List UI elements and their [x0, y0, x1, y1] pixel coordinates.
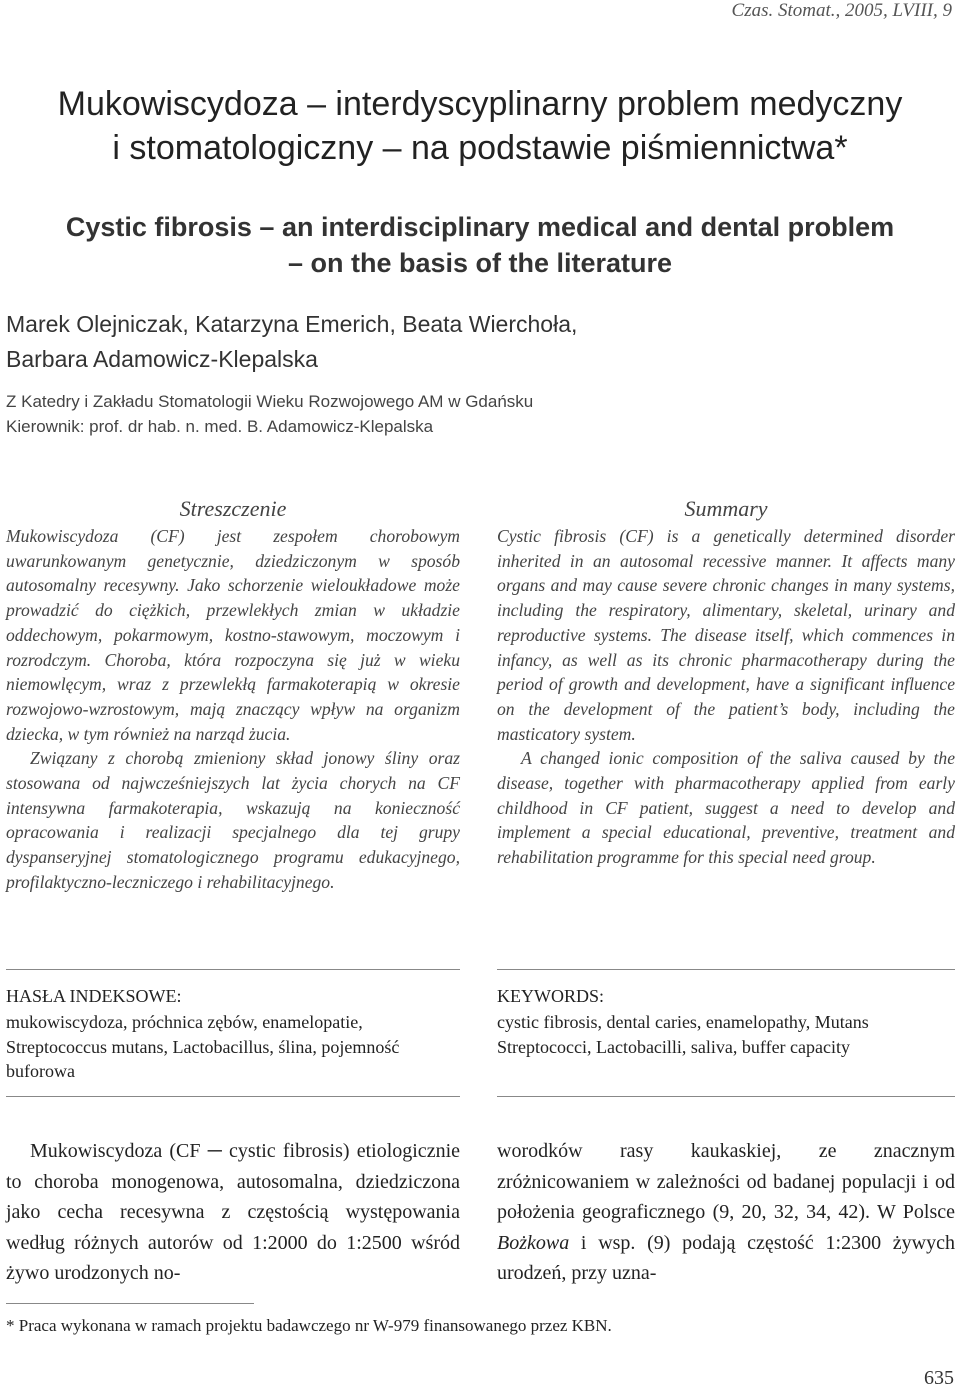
keywords-en-text: cystic fibrosis, dental caries, enamelopathy, Mutans Streptococci, Lactobacilli, saliva, buffer capacity — [497, 1012, 869, 1057]
abstract-en-body — [497, 524, 955, 870]
abstract-en-heading: Summary — [684, 496, 768, 521]
abstract-pl-heading: Streszczenie — [179, 496, 287, 521]
body-text-left: Mukowiscydoza (CF ─ cystic fibrosis) etiologicznie to choroba monogenowa, autosomalna, dziedziczona jako cecha recesywna z częstością występowania według różnych autorów od 1:2000 do 1:2500 wśród żywo urodzonych no- — [6, 1140, 460, 1284]
divider — [497, 1096, 955, 1097]
authors-line: Barbara Adamowicz-Klepalska — [6, 346, 318, 372]
divider — [497, 969, 955, 970]
body-text-right — [497, 1136, 955, 1289]
authors-line: Marek Olejniczak, Katarzyna Emerich, Beata Wierchoła, — [6, 311, 578, 337]
title-polish-line: i stomatologiczny – na podstawie piśmiennictwa* — [112, 129, 848, 167]
divider — [6, 1096, 460, 1097]
abstract-pl-paragraph: Mukowiscydoza (CF) jest zespołem chorobowym uwarunkowanym genetycznie, dziedziczonym w sposób autosomalny recesywny. Jako schorzenie wieloukładowe może prowadzić do ciężkich, przewlekłych zmian w układzie oddechowym, pokarmowym, kostno-stawowym, moczowym i rozrodczym. Choroba, która rozpoczyna się już w wieku niemowlęcym, wraz z przewlekłą farmakoterapią w okresie rozwojowo-wzrostowym, mają znaczący wpływ na organizm dziecka, w tym również na narząd żucia. — [6, 526, 460, 744]
footnote: * Praca wykonana w ramach projektu badawczego nr W-979 finansowanego przez KBN. — [6, 1316, 612, 1335]
footnote-rule — [6, 1303, 254, 1304]
title-polish — [0, 82, 960, 170]
affiliation-line: Kierownik: prof. dr hab. n. med. B. Adamowicz-Klepalska — [6, 417, 434, 436]
keywords-pl-heading: HASŁA INDEKSOWE: — [6, 986, 182, 1006]
title-english — [0, 209, 960, 281]
affiliation-line: Z Katedry i Zakładu Stomatologii Wieku Rozwojowego AM w Gdańsku — [6, 392, 534, 411]
title-polish-line: Mukowiscydoza – interdyscyplinarny problem medyczny — [57, 85, 903, 123]
abstract-pl-paragraph: Związany z chorobą zmieniony skład jonowy śliny oraz stosowana od najwcześniejszych lat życia chorych na CF intensywna farmakoterapia, wskazują na konieczność opracowania i realizacji specjalnego dla tej grupy dyspanseryjnej stomatologicznego programu edukacyjnego, profilaktyczno-leczniczego i rehabilitacyjnego. — [6, 748, 460, 892]
body-text-right-b: i wsp. (9) podają częstość 1:2300 żywych urodzeń, przy uzna- — [497, 1231, 955, 1284]
authors — [6, 307, 577, 377]
cited-author: Bożkowa — [497, 1231, 570, 1254]
divider — [6, 969, 460, 970]
abstract-en-paragraph: Cystic fibrosis (CF) is a genetically determined disorder inherited in an autosomal recessive manner. It affects many organs and may cause severe chronic changes in many systems, including the respiratory, alimentary, skeletal, urinary and reproductive systems. The disease itself, which commences in infancy, as well as its chronic pharmacotherapy during the period of growth and development, have a significant influence on the development of the patient’s body, including the masticatory system. — [497, 526, 955, 744]
keywords-en-heading: KEYWORDS: — [497, 986, 604, 1006]
abstract-en-paragraph: A changed ionic composition of the saliva caused by the disease, together with pharmacotherapy applied from early childhood in CF patient, suggest a need to develop and implement a special educational, preventive, treatment and rehabilitation programme for this special need group. — [497, 748, 955, 868]
journal-header: Czas. Stomat., 2005, LVIII, 9 — [731, 0, 952, 21]
page-number: 635 — [924, 1367, 954, 1389]
title-english-line: – on the basis of the literature — [287, 248, 673, 278]
abstract-pl-body — [6, 524, 460, 895]
affiliation — [6, 389, 533, 439]
title-english-line: Cystic fibrosis – an interdisciplinary medical and dental problem — [65, 212, 895, 242]
keywords-pl-text: mukowiscydoza, próchnica zębów, enamelopatie, Streptococcus mutans, Lactobacillus, ślina, pojemność buforowa — [6, 1012, 400, 1081]
body-text-right-a: worodków rasy kaukaskiej, ze znacznym zróżnicowaniem w zależności od badanej populacji i od położenia geograficznego (9, 20, 32, 34, 42). W Polsce — [497, 1140, 955, 1223]
